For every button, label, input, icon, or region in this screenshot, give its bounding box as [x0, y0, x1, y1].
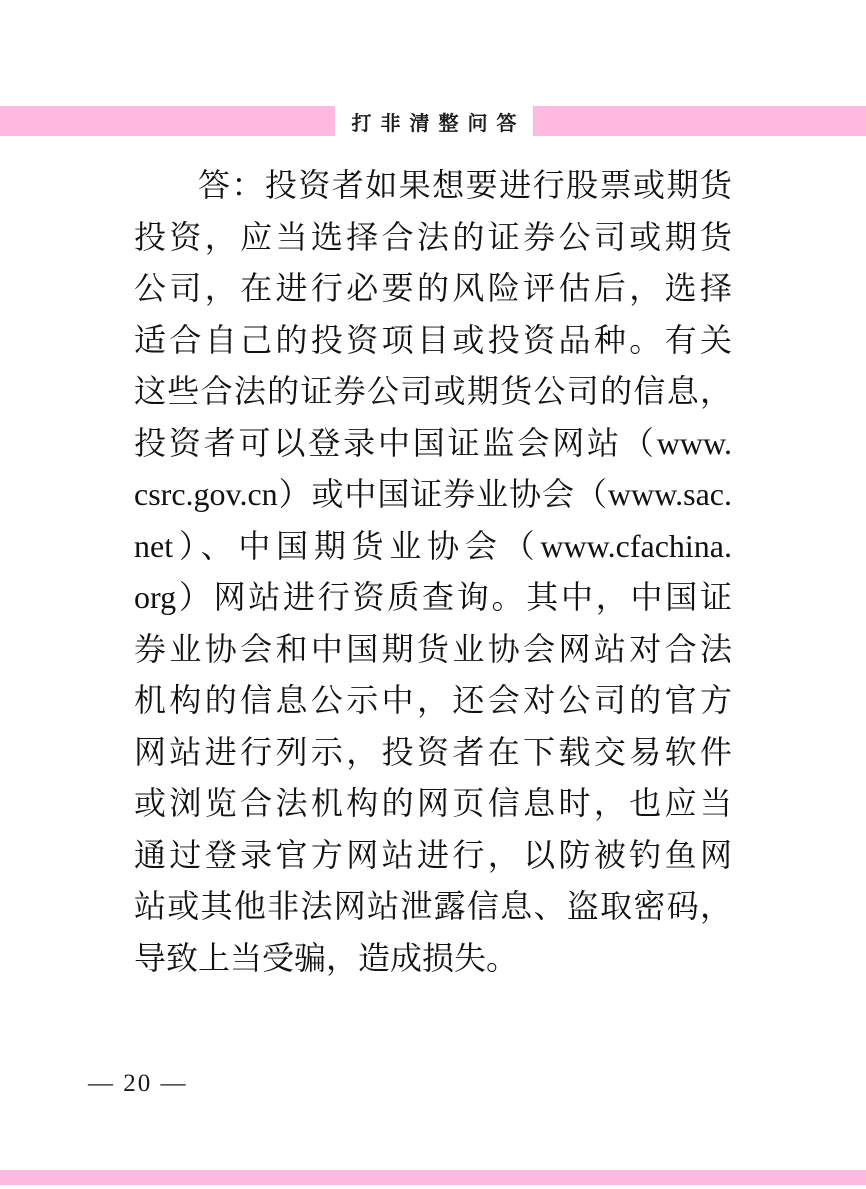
text-line: 这些合法的证券公司或期货公司的信息，: [134, 373, 732, 409]
text-line: 投资，应当选择合法的证券公司或期货: [134, 218, 732, 255]
text-line: 通过登录官方网站进行，以防被钓鱼网: [134, 836, 732, 873]
header-band: [0, 106, 866, 136]
footer-band: [0, 1170, 866, 1185]
text-line: 适合自己的投资项目或投资品种。有关: [134, 321, 732, 358]
text-line: 答：投资者如果想要进行股票或期货: [198, 167, 732, 203]
text-line: org）网站进行资质查询。其中，中国证: [134, 579, 732, 615]
text-line: 网站进行列示，投资者在下载交易软件: [134, 733, 732, 770]
text-line: 站或其他非法网站泄露信息、盗取密码，: [134, 888, 732, 924]
text-line: csrc.gov.cn）或中国证券业协会（www.sac.: [134, 476, 732, 512]
text-line: 公司，在进行必要的风险评估后，选择: [134, 270, 732, 306]
header-band-left: [0, 106, 335, 136]
answer-paragraph: [134, 160, 732, 984]
header-band-right: [533, 106, 866, 136]
header-title-box: [335, 106, 533, 136]
page-header-title: 打非清整问答: [351, 112, 526, 135]
page-number: — 20 —: [88, 1070, 188, 1097]
text-line: 券业协会和中国期货业协会网站对合法: [134, 630, 732, 667]
text-line: 投资者可以登录中国证监会网站（www.: [134, 424, 732, 461]
text-line: 导致上当受骗，造成损失。: [134, 939, 519, 976]
text-line: net）、中国期货业协会（www.cfachina.: [134, 527, 732, 564]
text-line: 或浏览合法机构的网页信息时，也应当: [134, 785, 732, 821]
text-line: 机构的信息公示中，还会对公司的官方: [134, 682, 732, 718]
